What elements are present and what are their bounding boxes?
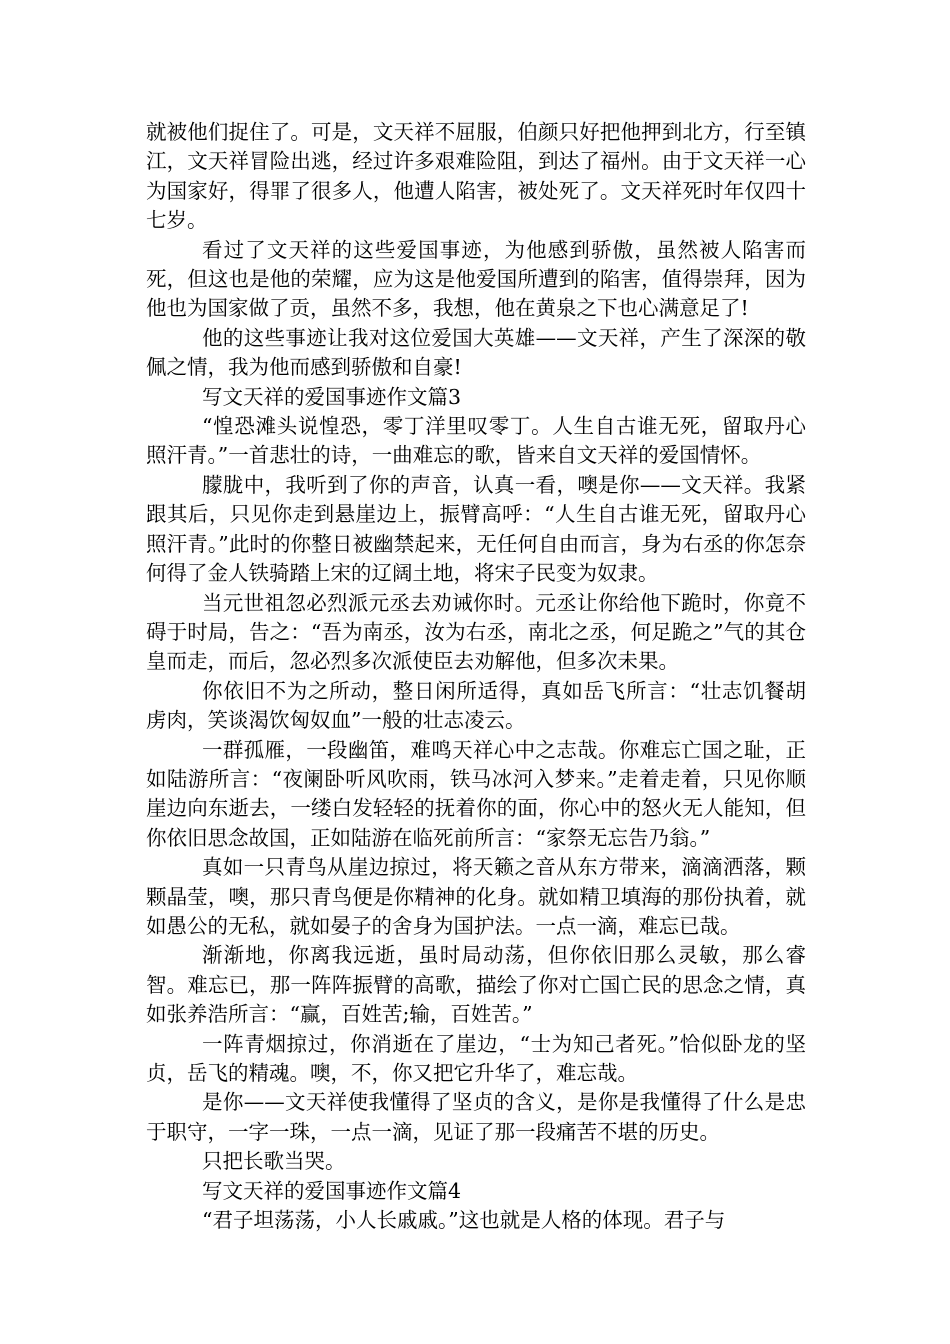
paragraph-bluebird: 真如一只青鸟从崖边掠过，将天籁之音从东方带来，滴滴洒落，颗颗晶莹，噢，那只青鸟便是你精神的化身。就如精卫填海的那份执着，就如愚公的无私，就如晏子的舍身为国护法。一点一滴，难忘已哉。 xyxy=(146,855,806,938)
paragraph-gentleman: “君子坦荡荡，小人长戚戚。”这也就是人格的体现。君子与 xyxy=(202,1208,726,1233)
essay-heading-3: 写文天祥的爱国事迹作文篇3 xyxy=(202,384,462,409)
essay-heading-4: 写文天祥的爱国事迹作文篇4 xyxy=(202,1178,462,1203)
paragraph-zhang-yanghao: 渐渐地，你离我远逝，虽时局动荡，但你依旧那么灵敏，那么睿智。难忘已，那一阵阵振臂的高歌，描绘了你对亡国亡民的思念之情，真如张养浩所言：“赢，百姓苦;输，百姓苦。” xyxy=(146,943,806,1027)
paragraph-loyalty: 是你——文天祥使我懂得了坚贞的含义，是你是我懂得了什么是忠于职守，一字一珠，一点一滴，见证了那一段痛苦不堪的历史。 xyxy=(146,1090,806,1144)
paragraph-cliff: 朦胧中，我听到了你的声音，认真一看，噢是你——文天祥。我紧跟其后，只见你走到悬崖边上，振臂高呼：“人生自古谁无死，留取丹心照汗青。”此时的你整日被幽禁起来，无任何自由而言，身为右丞的你怎奈何得了金人铁骑踏上宋的辽阔土地，将宋子民变为奴隶。 xyxy=(146,472,806,586)
paragraph-smoke: 一阵青烟掠过，你消逝在了崖边，“士为知己者死。”恰似卧龙的坚贞，岳飞的精魂。噢，不，你又把它升华了，难忘哉。 xyxy=(146,1031,806,1085)
paragraph-continuation: 就被他们捉住了。可是，文天祥不屈服，伯颜只好把他押到北方，行至镇江，文天祥冒险出逃，经过许多艰难险阻，到达了福州。由于文天祥一心为国家好，得罪了很多人，他遭人陷害，被处死了。文天祥死时年仅四十七岁。 xyxy=(146,120,806,233)
document-body xyxy=(146,118,806,1235)
paragraph-song: 只把长歌当哭。 xyxy=(202,1149,346,1174)
paragraph-pride: 看过了文天祥的这些爱国事迹，为他感到骄傲，虽然被人陷害而死，但这也是他的荣耀，应为这是他爱国所遭到的陷害，值得崇拜，因为他也为国家做了贡，虽然不多，我想，他在黄泉之下也心满意足了! xyxy=(146,237,806,321)
paragraph-kublai: 当元世祖忽必烈派元丞去劝诫你时。元丞让你给他下跪时，你竟不碍于时局，告之：“吾为南丞，汝为右丞，南北之丞，何足跪之”气的其仓皇而走，而后，忽必烈多次派使臣去劝解他，但多次未果。 xyxy=(146,590,806,674)
paragraph-admiration: 他的这些事迹让我对这位爱国大英雄——文天祥，产生了深深的敬佩之情，我为他而感到骄傲和自豪! xyxy=(146,325,806,380)
paragraph-poem-quote: “惶恐滩头说惶恐，零丁洋里叹零丁。人生自古谁无死，留取丹心照汗青。”一首悲壮的诗，一曲难忘的歌，皆来自文天祥的爱国情怀。 xyxy=(146,414,806,468)
paragraph-yuefei: 你依旧不为之所动，整日闲所适得，真如岳飞所言：“壮志饥餐胡虏肉，笑谈渴饮匈奴血”一般的壮志凌云。 xyxy=(146,678,806,733)
paragraph-luyou: 一群孤雁，一段幽笛，难鸣天祥心中之志哉。你难忘亡国之耻，正如陆游所言：“夜阑卧听风吹雨，铁马冰河入梦来。”走着走着，只见你顺崖边向东逝去，一缕白发轻轻的抚着你的面，你心中的怒火无人能知，但你依旧思念故国，正如陆游在临死前所言：“家祭无忘告乃翁。” xyxy=(146,737,806,850)
